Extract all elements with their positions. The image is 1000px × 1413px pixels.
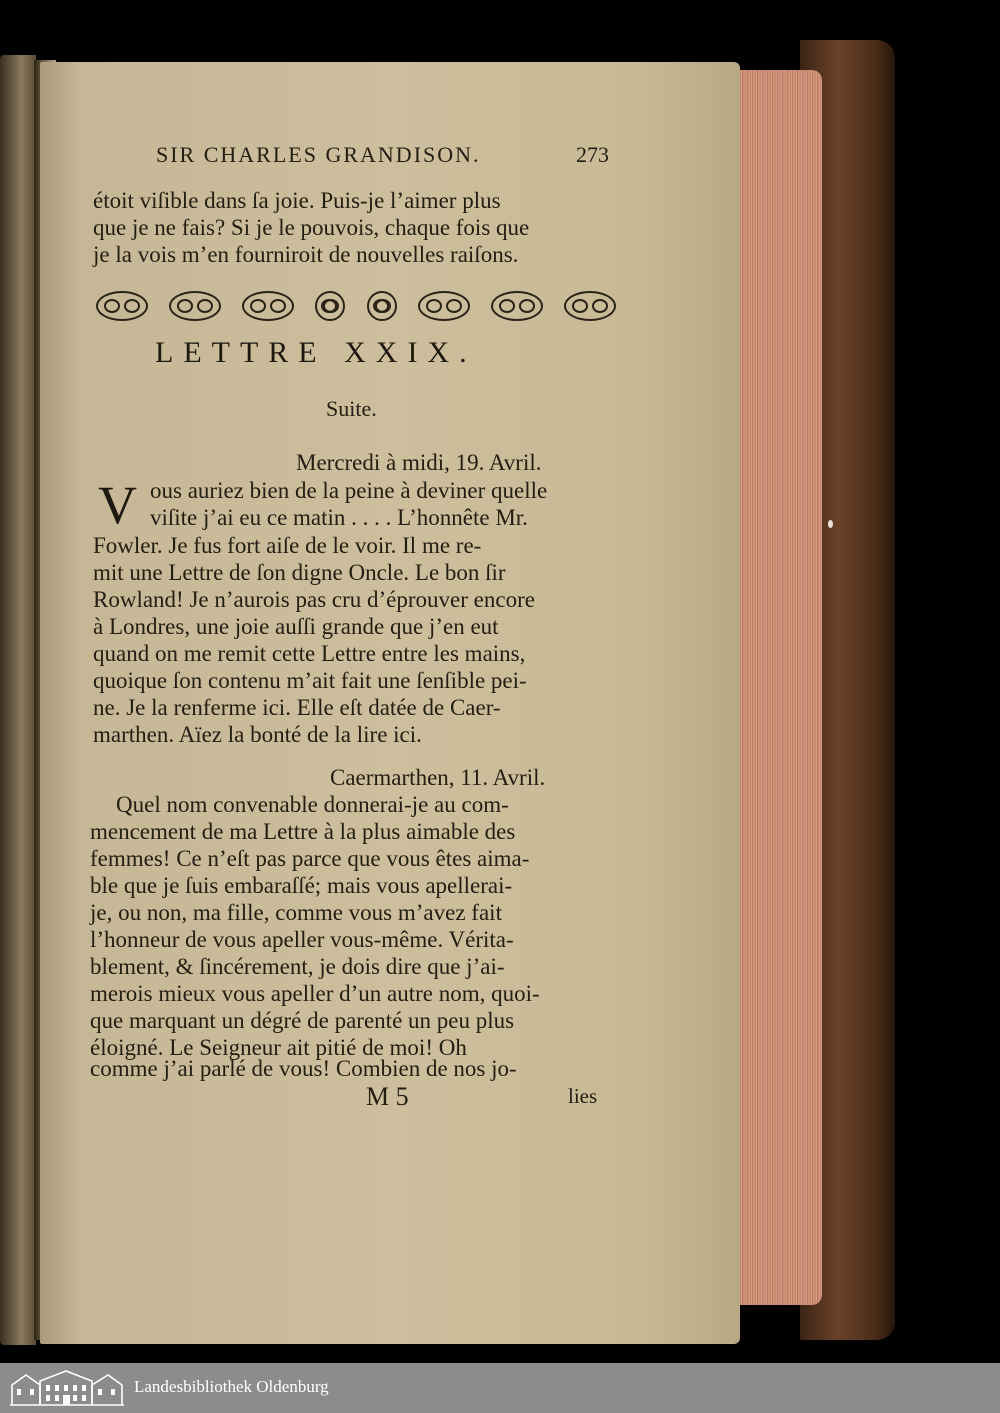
paragraph-line: ous auriez bien de la peine à deviner quelle xyxy=(150,478,548,503)
intro-line: je la vois m’en fourniroit de nouvelles raiſons. xyxy=(93,242,519,267)
paragraph-line: femmes! Ce n’eſt pas parce que vous êtes aima- xyxy=(90,846,530,871)
paragraph-line: mit une Lettre de ſon digne Oncle. Le bon ſir xyxy=(93,560,506,585)
catchword: lies xyxy=(568,1084,598,1108)
facing-page-edge xyxy=(0,55,36,1345)
ornament-fleuron-icon xyxy=(315,291,345,321)
ornament-scroll-icon xyxy=(418,291,470,321)
paragraph-line: quoique ſon contenu m’ait fait une ſenſible pei- xyxy=(93,668,527,693)
paragraph-line: l’honneur de vous apeller vous-même. Vérita- xyxy=(90,927,514,952)
paragraph-line: viſite j’ai eu ce matin . . . . L’honnête Mr. xyxy=(150,505,528,530)
signature-mark: M 5 xyxy=(366,1082,409,1111)
ornament-fleuron-icon xyxy=(367,291,397,321)
intro-line: que je ne fais? Si je le pouvois, chaque fois que xyxy=(93,215,530,240)
paragraph-line: je, ou non, ma fille, comme vous m’avez fait xyxy=(90,900,502,925)
dateline: Caermarthen, 11. Avril. xyxy=(330,765,546,790)
ornament-scroll-icon xyxy=(564,291,616,321)
paragraph-line: quand on me remit cette Lettre entre les mains, xyxy=(93,641,526,666)
paragraph-line: que marquant un dégré de parenté un peu plus xyxy=(90,1008,515,1033)
paragraph-line: merois mieux vous apeller d’un autre nom, quoi- xyxy=(90,981,540,1006)
page-number: 273 xyxy=(576,142,609,167)
intro-line: étoit viſible dans ſa joie. Puis-je l’aimer plus xyxy=(93,188,501,213)
page-block-edges xyxy=(732,70,822,1305)
running-header xyxy=(156,142,609,168)
letter-subtitle: Suite. xyxy=(326,396,377,421)
paragraph-line: éloigné. Le Seigneur ait pitié de moi! Oh xyxy=(90,1035,467,1060)
running-title: SIR CHARLES GRANDISON. xyxy=(156,142,481,167)
ornament-scroll-icon xyxy=(491,291,543,321)
paragraph-line: Quel nom convenable donnerai-je au com- xyxy=(116,792,509,817)
letter-title: LETTRE XXIX. xyxy=(155,336,477,369)
ornamental-rule xyxy=(96,290,616,322)
paragraph-line: Fowler. Je fus fort aiſe de le voir. Il me re- xyxy=(93,533,482,558)
scan-speck xyxy=(828,520,833,528)
ornament-scroll-icon xyxy=(96,291,148,321)
footer-bar xyxy=(0,1363,1000,1413)
dateline: Mercredi à midi, 19. Avril. xyxy=(296,450,542,475)
drop-cap: V xyxy=(98,475,137,535)
paragraph-line: à Londres, une joie auſſi grande que j’en eut xyxy=(93,614,499,639)
library-name: Landesbibliothek Oldenburg xyxy=(134,1377,329,1396)
library-building-icon xyxy=(8,1369,126,1407)
paragraph-line: marthen. Aïez la bonté de la lire ici. xyxy=(93,722,422,747)
paragraph-line: ne. Je la renferme ici. Elle eſt datée de Caer- xyxy=(93,695,501,720)
paragraph-line: mencement de ma Lettre à la plus aimable des xyxy=(90,819,516,844)
paragraph-line: ble que je ſuis embaraſſé; mais vous apellerai- xyxy=(90,873,513,898)
ornament-scroll-icon xyxy=(169,291,221,321)
ornament-scroll-icon xyxy=(242,291,294,321)
paragraph-line: comme j’ai parlé de vous! Combien de nos jo- xyxy=(90,1056,517,1081)
paragraph-line: Rowland! Je n’aurois pas cru d’éprouver encore xyxy=(93,587,535,612)
paragraph-line: blement, & ſincérement, je dois dire que j’ai- xyxy=(90,954,505,979)
